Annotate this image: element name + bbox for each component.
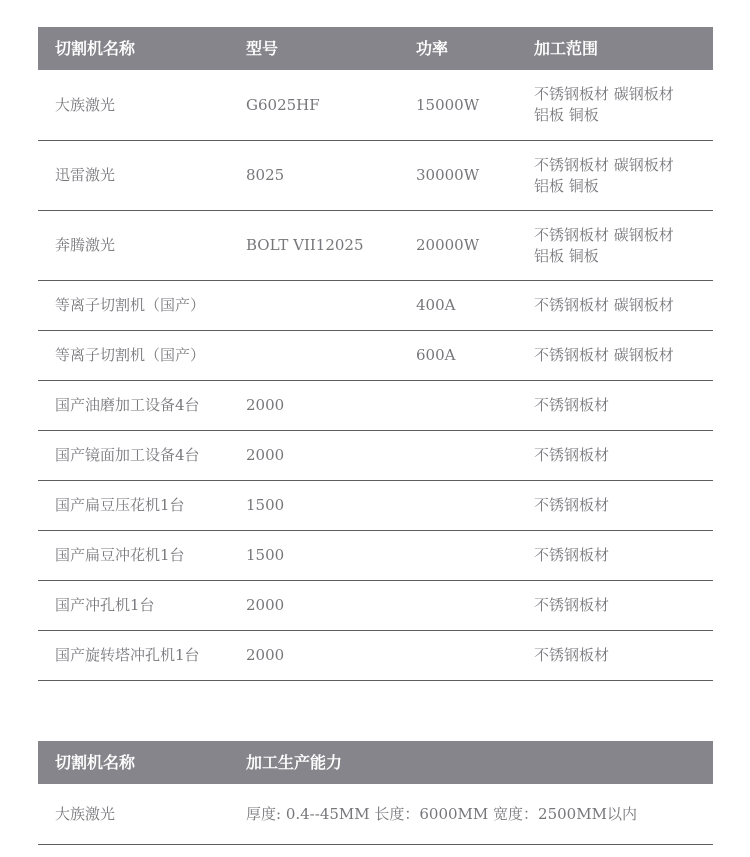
row-name: 国产冲孔机1台 [55, 596, 155, 614]
capacity-table-header [38, 741, 713, 784]
header-power: 功率 [416, 39, 449, 58]
row-name: 大族激光 [55, 804, 116, 823]
row-range-line1: 不锈钢板材 [534, 546, 610, 564]
capacity-table-body [38, 784, 713, 845]
row-range-line2: 铝板 铜板 [534, 176, 599, 195]
equipment-table [38, 27, 713, 681]
row-range-line1: 不锈钢板材 [534, 446, 610, 464]
row-power: 20000W [416, 236, 480, 254]
row-range-line1: 不锈钢板材 碳钢板材 [534, 155, 674, 174]
row-model: 1500 [246, 496, 285, 514]
table-row [38, 431, 713, 481]
equipment-table-header [38, 27, 713, 70]
row-range [534, 345, 713, 366]
table-row [38, 531, 713, 581]
row-name: 奔腾激光 [55, 236, 116, 254]
row-name: 国产扁豆压花机1台 [55, 496, 185, 514]
row-name: 国产镜面加工设备4台 [55, 446, 200, 464]
row-range [534, 645, 713, 666]
equipment-table-body [38, 70, 713, 681]
header-capacity: 加工生产能力 [246, 753, 343, 772]
table-row [38, 481, 713, 531]
header-name: 切割机名称 [55, 753, 136, 772]
row-range-line1: 不锈钢板材 [534, 396, 610, 414]
row-range-line1: 不锈钢板材 [534, 496, 610, 514]
capacity-table [38, 741, 713, 845]
row-power: 15000W [416, 95, 480, 114]
row-name: 国产油磨加工设备4台 [55, 396, 200, 414]
row-model: 2000 [246, 646, 285, 664]
row-power: 600A [416, 346, 456, 364]
row-range [534, 395, 713, 416]
row-range [534, 445, 713, 466]
row-model: 2000 [246, 446, 285, 464]
row-capacity: 厚度: 0.4--45MM 长度：6000MM 宽度：2500MM以内 [246, 804, 637, 823]
row-name: 迅雷激光 [55, 166, 116, 184]
row-power: 400A [416, 296, 456, 314]
row-name: 大族激光 [55, 95, 116, 114]
table-row [38, 211, 713, 281]
row-range-line1: 不锈钢板材 [534, 646, 610, 664]
row-range-line1: 不锈钢板材 [534, 596, 610, 614]
row-power: 30000W [416, 166, 480, 184]
row-range [534, 295, 713, 316]
header-name: 切割机名称 [55, 39, 136, 58]
row-range-line1: 不锈钢板材 碳钢板材 [534, 346, 674, 364]
row-range-line1: 不锈钢板材 碳钢板材 [534, 85, 674, 103]
row-range-line1: 不锈钢板材 碳钢板材 [534, 296, 674, 314]
row-model: 8025 [246, 166, 285, 184]
row-name: 国产旋转塔冲孔机1台 [55, 646, 200, 664]
table-row [38, 784, 713, 845]
table-row [38, 331, 713, 381]
row-model: 2000 [246, 596, 285, 614]
row-range [534, 545, 713, 566]
row-model: G6025HF [246, 95, 320, 114]
row-range [534, 225, 713, 267]
header-model: 型号 [246, 39, 279, 58]
row-range-line2: 铝板 铜板 [534, 246, 599, 265]
row-range [534, 595, 713, 616]
row-model: BOLT VII12025 [246, 236, 364, 254]
row-range-line1: 不锈钢板材 碳钢板材 [534, 225, 674, 244]
table-row [38, 381, 713, 431]
row-name: 等离子切割机（国产） [55, 346, 206, 364]
table-row [38, 141, 713, 211]
table-row [38, 70, 713, 141]
header-range: 加工范围 [534, 39, 599, 58]
row-name: 国产扁豆冲花机1台 [55, 546, 185, 564]
row-range [534, 84, 713, 126]
row-model: 2000 [246, 396, 285, 414]
table-row [38, 581, 713, 631]
row-model: 1500 [246, 546, 285, 564]
row-range [534, 155, 713, 197]
row-range [534, 495, 713, 516]
row-name: 等离子切割机（国产） [55, 296, 206, 314]
row-range-line2: 铝板 铜板 [534, 106, 599, 124]
table-row [38, 631, 713, 681]
table-row [38, 281, 713, 331]
